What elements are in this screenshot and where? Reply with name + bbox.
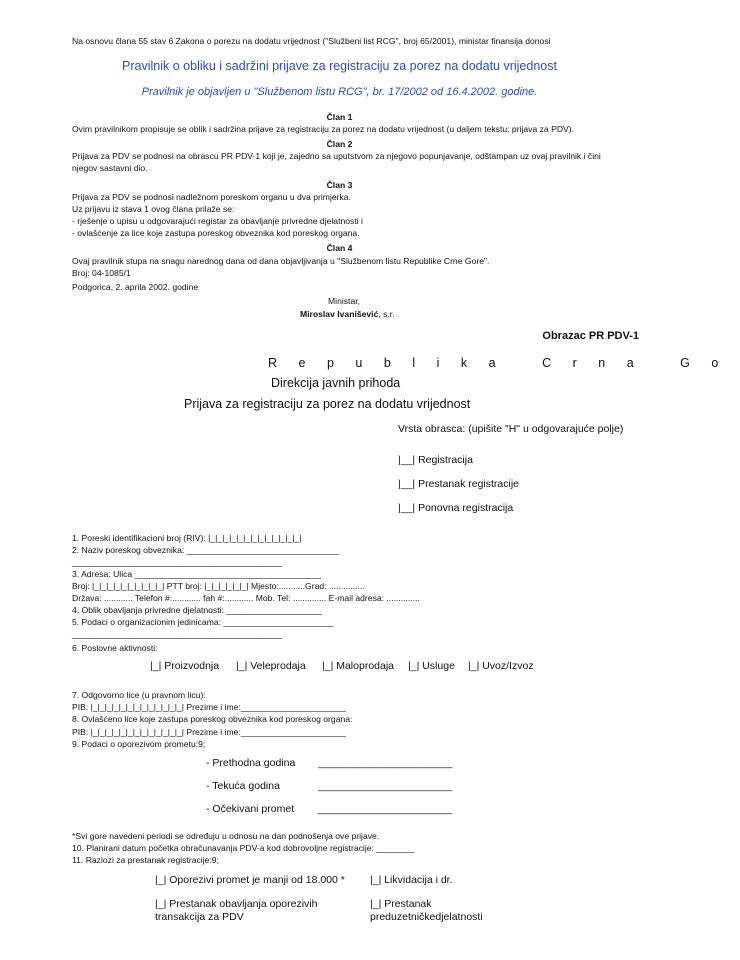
place-date: Podgorica, 2. aprila 2002. godine <box>72 282 199 292</box>
field-taxpayer-name[interactable]: 2. Naziv poreskog obveznika: ________________________________ <box>72 545 340 555</box>
directorate-heading: Direkcija javnih prihoda <box>271 376 401 390</box>
field-responsible-person-label: 7. Odgovorno lice (u pravnom licu): <box>72 690 206 700</box>
activity-wholesale[interactable] <box>236 660 306 672</box>
field-turnover-label: 9. Podaci o oporezivom prometu:9; <box>72 739 206 749</box>
publication-note: Pravilnik je objavljen u "Službenom listu RCG", br. 17/2002 od 16.4.2002. godine. <box>141 86 538 98</box>
reason-cease-taxable-line2: transakcija za PDV <box>155 911 244 923</box>
type-option-reregistration[interactable] <box>398 502 513 514</box>
reason-liquidation[interactable] <box>370 874 453 886</box>
activity-production-checkbox[interactable]: |_| <box>150 660 162 672</box>
signer-name: Miroslav Ivanišević <box>300 309 379 319</box>
activity-import-export[interactable] <box>468 660 534 672</box>
activity-production[interactable] <box>150 660 219 672</box>
type-option-deregistration[interactable] <box>398 478 519 490</box>
turnover-expected-input[interactable]: _______________________ <box>318 803 453 815</box>
form-title: Prijava za registraciju za porez na dodatu vrijednost <box>184 397 471 411</box>
intro-text: Na osnovu člana 55 stav 6 Zakona o porezu na dodatu vrijednost ("Službeni list RCG", broj 65/2001), ministar finansija donosi <box>72 36 551 46</box>
article-2-text-line2: njegov sastavni dio. <box>72 163 148 173</box>
type-deregistration-checkbox[interactable]: |__| <box>398 478 416 490</box>
reason-liquidation-checkbox[interactable]: |_| <box>370 874 382 886</box>
type-deregistration-label: Prestanak registracije <box>418 478 520 490</box>
reason-cease-entrepreneur-line2: preduzetničkedjelatnosti <box>370 911 483 923</box>
activity-import-export-label: Uvoz/Izvoz <box>482 660 534 672</box>
signer-title: Ministar, <box>328 296 360 306</box>
turnover-expected-label: - Očekivani promet <box>206 803 295 815</box>
reason-low-turnover-label: Oporezivi promet je manji od 18.000 * <box>169 874 345 886</box>
article-2-heading: Član 2 <box>326 139 353 149</box>
type-reregistration-label: Ponovna registracija <box>418 502 514 514</box>
type-registration-checkbox[interactable]: |__| <box>398 454 416 466</box>
activity-import-export-checkbox[interactable]: |_| <box>468 660 480 672</box>
article-4-heading: Član 4 <box>326 243 353 253</box>
activity-services[interactable] <box>408 660 455 672</box>
field-business-activities-label: 6. Poslovne aktivnosti: <box>72 643 158 653</box>
field-authorized-person-pib[interactable]: PIB: |_|_|_|_|_|_|_|_|_|_|_|_|_| Prezime i ime:______________________ <box>72 727 346 737</box>
field-org-units-extra[interactable]: ____________________________________________ <box>72 629 283 639</box>
article-4-text: Ovaj pravilnik stupa na snagu narednog dana od dana objavljivanja u "Službenom listu Republike Crne Gore". <box>72 256 490 266</box>
form-code: Obrazac PR PDV-1 <box>542 330 639 342</box>
reason-cease-taxable-label: Prestanak obavljanja oporezivih <box>169 898 318 910</box>
turnover-current-year-input[interactable]: _______________________ <box>318 780 453 792</box>
form-type-label: Vrsta obrasca: (upišite "H" u odgovarajuće polje) <box>398 423 624 435</box>
field-address-street[interactable]: 3. Adresa: Ulica _______________________________________ <box>72 569 321 579</box>
reason-cease-taxable[interactable] <box>155 898 317 910</box>
field-taxpayer-name-extra[interactable]: ____________________________________________ <box>72 557 283 567</box>
article-1-text: Ovim pravilnikom propisuje se oblik i sadržina prijave za registraciju za porez na dodatu vrijednost (u daljem tekstu: prijava za PDV). <box>72 124 575 134</box>
reason-liquidation-label: Likvidacija i dr. <box>384 874 453 886</box>
type-reregistration-checkbox[interactable]: |__| <box>398 502 416 514</box>
article-3-text-line3: - rješenje o upisu u odgovarajući registar za obavljanje privredne djelatnosti i <box>72 216 363 226</box>
article-3-text-line2: Uz prijavu iz stava 1 ovog člana prilaže se: <box>72 204 235 214</box>
signer <box>300 309 395 320</box>
type-registration-label: Registracija <box>418 454 473 466</box>
reason-cease-taxable-checkbox[interactable]: |_| <box>155 898 167 910</box>
field-tax-id[interactable]: 1. Poreski identifikacioni broj (RIV): |_|_|_|_|_|_|_|_|_|_|_|_|_| <box>72 533 302 543</box>
activity-retail-label: Maloprodaja <box>336 660 395 672</box>
reason-low-turnover[interactable] <box>155 874 345 886</box>
turnover-previous-year-label: - Prethodna godina <box>206 757 296 769</box>
article-2-text-line1: Prijava za PDV se podnosi na obrascu PR PDV-1 koji je, zajedno sa uputstvom za njegovo popunjavanje, odštampan uz ovaj pravilnik i čini <box>72 151 601 161</box>
reason-cease-entrepreneur-label: Prestanak <box>384 898 432 910</box>
article-3-text-line4: - ovlašćenje za lice koje zastupa poreskog obveznika kod poreskog organa. <box>72 228 360 238</box>
field-contact-details[interactable]: Država: ............ Telefon #:............ fah #:............ Mob. Tel: .............. E-mail adresa: .............. <box>72 593 420 603</box>
article-3-text-line1: Prijava za PDV se podnosi nadležnom poreskom organu u dva primjerka. <box>72 192 351 202</box>
field-responsible-person-pib[interactable]: PIB: |_|_|_|_|_|_|_|_|_|_|_|_|_| Prezime i ime:______________________ <box>72 702 346 712</box>
article-3-heading: Član 3 <box>326 180 353 190</box>
activity-wholesale-checkbox[interactable]: |_| <box>236 660 248 672</box>
reason-cease-entrepreneur-checkbox[interactable]: |_| <box>370 898 382 910</box>
periods-note: *Svi gore navedeni periodi se određuju u odnosu na dan podnošenja ove prijave. <box>72 831 380 841</box>
field-planned-start-date[interactable]: 10. Planirani datum početka obračunavanja PDV-a kod dobrovoljne registracije: ________ <box>72 843 415 853</box>
activity-production-label: Proizvodnja <box>164 660 220 672</box>
signer-suffix: , s.r. <box>378 309 395 319</box>
field-deregistration-reasons-label: 11. Razlozi za prestanak registracije:9; <box>72 855 219 865</box>
turnover-previous-year-input[interactable]: _______________________ <box>318 757 453 769</box>
reason-low-turnover-checkbox[interactable]: |_| <box>155 874 167 886</box>
document-number: Broj: 04-1085/1 <box>72 268 131 278</box>
activity-retail[interactable] <box>322 660 394 672</box>
field-org-units[interactable]: 5. Podaci o organizacionim jedinicama: _______________________ <box>72 617 334 627</box>
field-authorized-person-label: 8. Ovlašćeno lice koje zastupa poreskog obveznika kod poreskog organa: <box>72 714 353 724</box>
republic-heading: Republika Crna Go <box>268 356 740 370</box>
type-option-registration[interactable] <box>398 454 473 466</box>
document-title: Pravilnik o obliku i sadržini prijave za registraciju za porez na dodatu vrijednost <box>122 59 557 73</box>
activity-services-label: Usluge <box>422 660 455 672</box>
field-address-details[interactable]: Broj: |_|_|_|_|_|_|_|_|_|_| PTT broj: |_|_|_|_|_|_| Mjesto:...........Grad: ............... <box>72 581 365 591</box>
activity-services-checkbox[interactable]: |_| <box>408 660 420 672</box>
reason-cease-entrepreneur[interactable] <box>370 898 432 910</box>
activity-wholesale-label: Veleprodaja <box>250 660 306 672</box>
activity-retail-checkbox[interactable]: |_| <box>322 660 334 672</box>
article-1-heading: Član 1 <box>326 112 353 122</box>
turnover-current-year-label: - Tekuća godina <box>206 780 280 792</box>
field-business-form[interactable]: 4. Oblik obavljanja privredne djelatnosti: ____________________ <box>72 605 322 615</box>
